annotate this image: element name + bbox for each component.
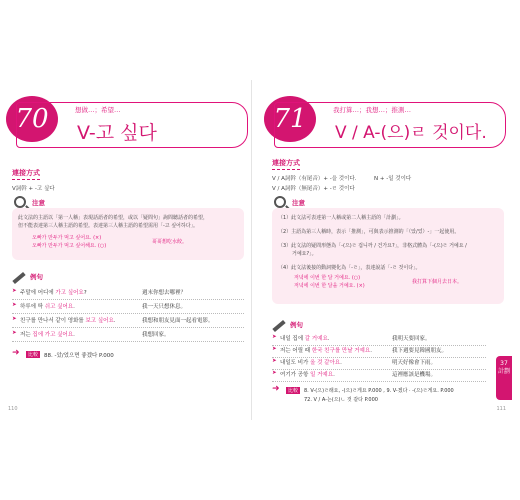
grammar-header	[16, 102, 248, 148]
pencil-icon	[12, 272, 25, 284]
note-line: （2）主語為第三人稱時，表示「推測」，可與表示推測的「（았/었）-」一起使用。	[278, 229, 460, 235]
example-row: ➤ 내일도 비가 올 것 같아요. 明天好像會下雨。	[272, 358, 486, 370]
grammar-number-badge: 71	[264, 96, 316, 142]
note-line: （3）此文法的疑問形態為「-(으)ㄹ 겁니까 / 건가요?」，非格式體為「-(으)ㄹ 거예요 /	[278, 243, 467, 249]
example-row: ➤ 친구를 만나서 같이 영화를 보고 싶어요. 我想和朋友見面一起看電影。	[12, 316, 244, 328]
grammar-title: V-고 싶다	[77, 122, 157, 144]
reference-link[interactable]: 8. V-(으)ㄹ래요, -(으)ㄹ게요 P.000 , 9. V-겠다 · -(으)ㄹ게요. P.000	[304, 388, 454, 394]
connection-section-title: 連接方式	[12, 169, 40, 177]
reference-tag: 比較	[28, 352, 39, 358]
magnifier-icon	[14, 196, 26, 208]
note-box	[12, 208, 244, 260]
example-row: ➤ 하루에 딱 쉬고 싶어요. 我一天只想休息。	[12, 302, 244, 314]
note-line: 但不能表達第三人稱主語的希望。表達第三人稱主語的希望需用「-고 싶어하다」。	[18, 223, 199, 229]
connection-rule: V / A詞幹（有尾音）+ -을 것이다.	[272, 176, 357, 182]
chapter-side-tab[interactable]: 37 計劃	[496, 356, 512, 400]
grammar-number-badge: 70	[6, 96, 58, 142]
note-translation: 哥哥想吃水餃。	[152, 239, 188, 245]
note-translation: 我打算下個月去日本。	[412, 279, 463, 285]
reference-link[interactable]: 72. V / A-는(으)ㄴ 것 같다 P.000	[304, 397, 378, 403]
example-row: ➤ 주말에 어디에 가고 싶어요? 週末你想去哪裡？	[12, 288, 244, 300]
right-page	[264, 80, 512, 420]
note-example: 저녁에 이번 한 달을 거예요. (×)	[294, 283, 365, 289]
note-box	[272, 208, 504, 304]
note-line: （1）此文法可表達第一人稱或第二人稱主語的「計劃」。	[278, 215, 404, 221]
example-row: ➤ 저는 어릴 때 한국 친구를 만날 거예요. 我下週要見韓國朋友。	[272, 346, 486, 358]
note-example: 오빠가 만두가 먹고 싶어요. (×)	[32, 235, 102, 241]
example-row: ➤ 여기가 공항 일 거예요. 這裡應該是機場。	[272, 370, 486, 382]
examples-label: 例句	[290, 321, 303, 329]
reference-arrow-icon: ➜	[12, 348, 20, 358]
note-label: 注意	[292, 199, 305, 207]
pencil-icon	[272, 320, 285, 332]
reference-link[interactable]: 88. -았/었으면 좋겠다 P.000	[44, 353, 114, 359]
examples-label: 例句	[30, 273, 43, 281]
note-label: 注意	[32, 199, 45, 207]
page-number: 110	[8, 406, 18, 412]
note-example: 오빠가 만두가 먹고 싶어해요. (○)	[32, 243, 107, 249]
note-line: 거예요?」。	[292, 251, 317, 257]
connection-section-title: 連接方式	[272, 159, 300, 167]
note-line: （4）此文法後接的動詞變化為「-ㄹ」，表達說話「-ㄹ 것이다」。	[278, 265, 421, 271]
connection-rule: V詞幹 + -고 싶다	[12, 186, 55, 192]
reference-arrow-icon: ➜	[272, 384, 280, 394]
note-line: 此文法的主語以「第一人稱」表現話語者的希望，或以「疑問句」詢問聽話者的希望，	[18, 215, 209, 221]
connection-rule: V / A詞幹（無尾音）+ -ㄹ 것이다	[272, 186, 355, 192]
grammar-meaning: 想做…；希望…	[75, 106, 121, 114]
magnifier-icon	[274, 196, 286, 208]
example-row: ➤ 내일 집에 갈 거예요. 我明天要回家。	[272, 334, 486, 346]
connection-rule: N + -일 것이다	[374, 176, 412, 182]
grammar-meaning: 我打算…；我想…；推測…	[333, 106, 411, 114]
example-row: ➤ 저는 집에 가고 싶어요. 我想回家。	[12, 330, 244, 342]
grammar-header	[274, 102, 506, 148]
reference-tag: 比較	[288, 388, 299, 394]
page-number: 111	[496, 406, 506, 412]
grammar-title: V / A-(으)ㄹ 것이다.	[335, 123, 487, 143]
note-example: 저녁에 이번 한 달 거예요. (○)	[294, 275, 361, 281]
left-page	[4, 80, 252, 420]
